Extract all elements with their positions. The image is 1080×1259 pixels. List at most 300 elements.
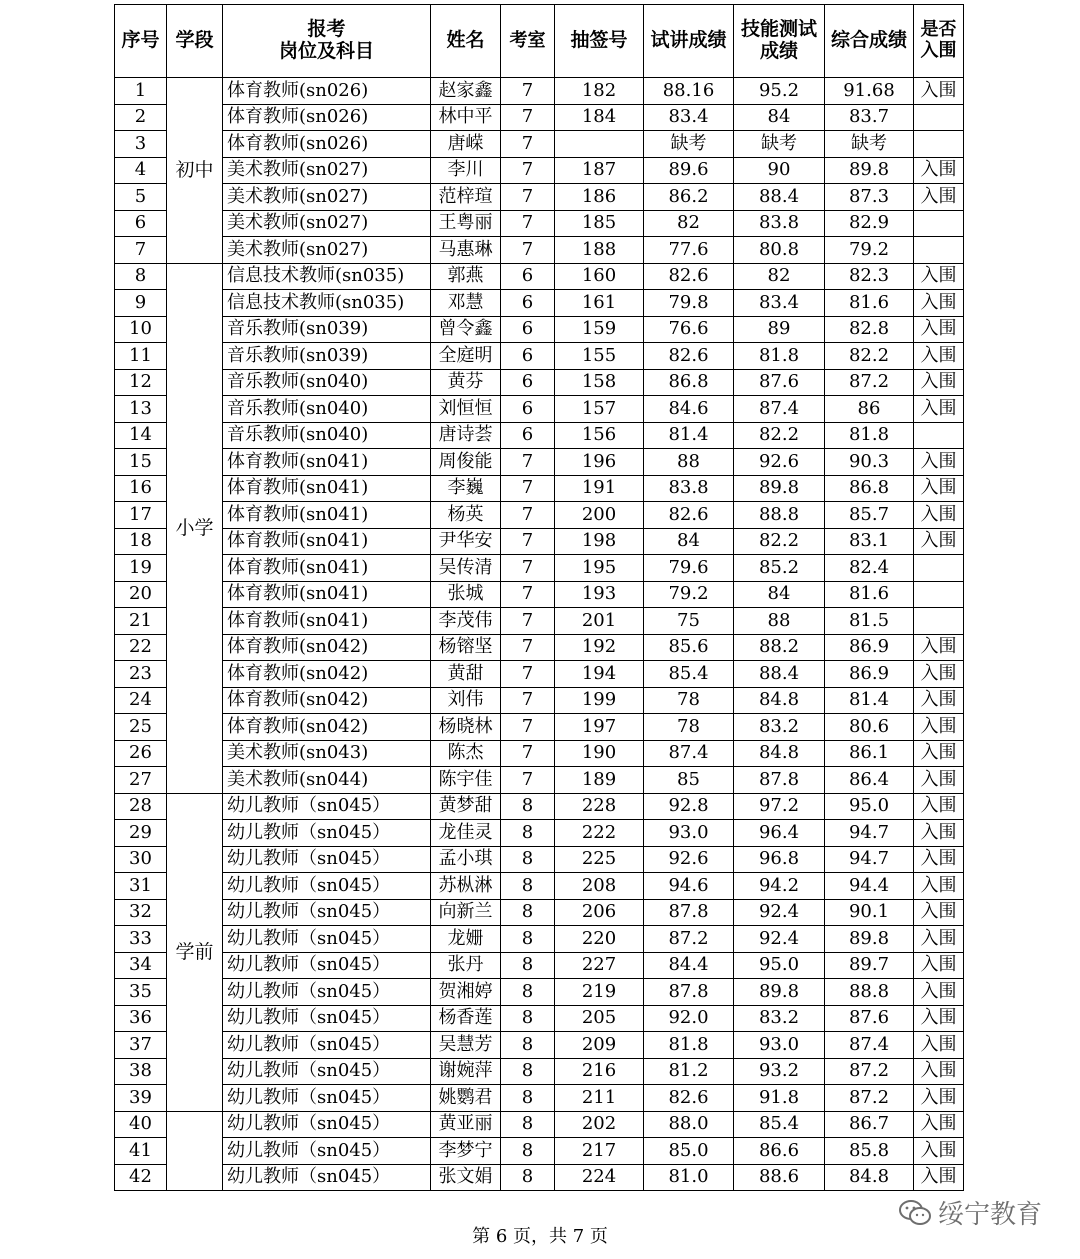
total-score-cell: 81.6 [825,290,914,317]
skill-score-cell: 96.8 [734,846,825,873]
position-cell: 体育教师(sn026) [223,104,431,131]
room-cell: 8 [501,1005,555,1032]
shortlisted-cell: 入围 [914,873,964,900]
shortlisted-cell: 入围 [914,767,964,794]
draw-number-cell: 202 [555,1111,644,1138]
row-number: 41 [115,1138,167,1165]
position-cell: 音乐教师(sn040) [223,422,431,449]
row-number: 10 [115,316,167,343]
draw-number-cell: 155 [555,343,644,370]
table-row [115,820,964,847]
total-score-cell: 84.8 [825,1164,914,1191]
lecture-score-cell: 87.4 [644,740,734,767]
room-cell: 6 [501,369,555,396]
shortlisted-cell: 入围 [914,740,964,767]
shortlisted-cell: 入围 [914,1138,964,1165]
row-number: 9 [115,290,167,317]
total-score-cell: 89.8 [825,157,914,184]
draw-number-cell: 208 [555,873,644,900]
skill-score-cell: 80.8 [734,237,825,264]
skill-score-cell: 93.2 [734,1058,825,1085]
skill-score-cell: 83.8 [734,210,825,237]
shortlisted-cell [914,608,964,635]
skill-score-cell: 83.4 [734,290,825,317]
row-number: 23 [115,661,167,688]
room-cell: 7 [501,131,555,158]
name-cell: 吴传清 [431,555,501,582]
room-cell: 6 [501,290,555,317]
row-number: 1 [115,78,167,105]
row-number: 40 [115,1111,167,1138]
room-cell: 7 [501,502,555,529]
lecture-score-cell: 82.6 [644,263,734,290]
shortlisted-cell: 入围 [914,449,964,476]
draw-number-cell: 228 [555,793,644,820]
table-row [115,343,964,370]
position-cell: 美术教师(sn044) [223,767,431,794]
table-row [115,846,964,873]
position-cell: 美术教师(sn027) [223,210,431,237]
column-header-line: 入围 [920,40,957,61]
room-cell: 7 [501,449,555,476]
table-row [115,131,964,158]
position-cell: 幼儿教师（sn045） [223,1058,431,1085]
position-cell: 音乐教师(sn039) [223,343,431,370]
shortlisted-cell [914,555,964,582]
row-number: 8 [115,263,167,290]
room-cell: 7 [501,157,555,184]
shortlisted-cell: 入围 [914,820,964,847]
draw-number-cell: 216 [555,1058,644,1085]
total-score-cell: 89.8 [825,926,914,953]
row-number: 27 [115,767,167,794]
position-cell: 幼儿教师（sn045） [223,952,431,979]
lecture-score-cell: 84 [644,528,734,555]
shortlisted-cell: 入围 [914,369,964,396]
total-score-cell: 86.9 [825,634,914,661]
column-header-line: 岗位及科目 [278,40,374,62]
name-cell: 黄芬 [431,369,501,396]
row-number: 34 [115,952,167,979]
row-number: 14 [115,422,167,449]
name-cell: 唐嵘 [431,131,501,158]
total-score-cell: 87.6 [825,1005,914,1032]
lecture-score-cell: 88.0 [644,1111,734,1138]
shortlisted-cell: 入围 [914,661,964,688]
lecture-score-cell: 82 [644,210,734,237]
room-cell: 7 [501,581,555,608]
position-cell: 体育教师(sn041) [223,502,431,529]
room-cell: 8 [501,899,555,926]
skill-score-cell: 87.6 [734,369,825,396]
skill-score-cell: 88.4 [734,661,825,688]
room-cell: 8 [501,873,555,900]
room-cell: 8 [501,793,555,820]
total-score-cell: 85.7 [825,502,914,529]
total-score-cell: 87.2 [825,1058,914,1085]
total-score-cell: 83.1 [825,528,914,555]
lecture-score-cell: 85.0 [644,1138,734,1165]
skill-score-cell: 81.8 [734,343,825,370]
total-score-cell: 95.0 [825,793,914,820]
position-cell: 体育教师(sn041) [223,449,431,476]
draw-number-cell: 195 [555,555,644,582]
name-cell: 周俊能 [431,449,501,476]
row-number: 12 [115,369,167,396]
draw-number-cell: 158 [555,369,644,396]
skill-score-cell: 93.0 [734,1032,825,1059]
column-header-line: 抽签号 [570,29,628,52]
lecture-score-cell: 89.6 [644,157,734,184]
lecture-score-cell: 85.4 [644,661,734,688]
skill-score-cell: 90 [734,157,825,184]
table-row [115,555,964,582]
skill-score-cell: 84 [734,104,825,131]
skill-score-cell: 缺考 [734,131,825,158]
column-header [644,5,734,78]
position-cell: 体育教师(sn026) [223,131,431,158]
table-row [115,581,964,608]
position-cell: 幼儿教师（sn045） [223,1164,431,1191]
lecture-score-cell: 81.4 [644,422,734,449]
table-row [115,237,964,264]
draw-number-cell: 160 [555,263,644,290]
skill-score-cell: 88.2 [734,634,825,661]
column-header-line: 是否 [920,19,957,41]
table-row [115,1164,964,1191]
table-row [115,475,964,502]
position-cell: 体育教师(sn042) [223,714,431,741]
draw-number-cell: 156 [555,422,644,449]
table-row [115,687,964,714]
table-row [115,873,964,900]
draw-number-cell: 188 [555,237,644,264]
skill-score-cell: 92.4 [734,926,825,953]
total-score-cell: 91.68 [825,78,914,105]
shortlisted-cell: 入围 [914,316,964,343]
room-cell: 7 [501,661,555,688]
row-number: 11 [115,343,167,370]
name-cell: 孟小琪 [431,846,501,873]
lecture-score-cell: 92.8 [644,793,734,820]
lecture-score-cell: 85 [644,767,734,794]
total-score-cell: 86.1 [825,740,914,767]
score-table [114,4,964,1191]
name-cell: 郭燕 [431,263,501,290]
draw-number-cell: 193 [555,581,644,608]
column-header-line: 试讲成绩 [650,29,727,52]
name-cell: 黄梦甜 [431,793,501,820]
row-number: 31 [115,873,167,900]
draw-number-cell: 206 [555,899,644,926]
skill-score-cell: 84.8 [734,740,825,767]
skill-score-cell: 94.2 [734,873,825,900]
total-score-cell: 80.6 [825,714,914,741]
position-cell: 幼儿教师（sn045） [223,1032,431,1059]
lecture-score-cell: 82.6 [644,1085,734,1112]
column-header-line: 学段 [175,29,214,52]
row-number: 33 [115,926,167,953]
room-cell: 8 [501,1164,555,1191]
total-score-cell: 81.8 [825,422,914,449]
draw-number-cell: 211 [555,1085,644,1112]
position-cell: 音乐教师(sn040) [223,396,431,423]
position-cell: 体育教师(sn041) [223,608,431,635]
shortlisted-cell: 入围 [914,952,964,979]
position-cell: 体育教师(sn041) [223,475,431,502]
total-score-cell: 90.3 [825,449,914,476]
lecture-score-cell: 86.2 [644,184,734,211]
total-score-cell: 79.2 [825,237,914,264]
name-cell: 陈杰 [431,740,501,767]
table-row [115,184,964,211]
page-footer: 第 6 页，共 7 页 [472,1226,608,1247]
position-cell: 幼儿教师（sn045） [223,1111,431,1138]
lecture-score-cell: 79.6 [644,555,734,582]
position-cell: 信息技术教师(sn035) [223,263,431,290]
row-number: 26 [115,740,167,767]
total-score-cell: 88.8 [825,979,914,1006]
draw-number-cell: 161 [555,290,644,317]
lecture-score-cell: 81.8 [644,1032,734,1059]
total-score-cell: 81.5 [825,608,914,635]
column-header [115,5,167,78]
shortlisted-cell: 入围 [914,184,964,211]
column-header [734,5,825,78]
name-cell: 张丹 [431,952,501,979]
shortlisted-cell [914,422,964,449]
position-cell: 体育教师(sn041) [223,555,431,582]
name-cell: 尹华安 [431,528,501,555]
total-score-cell: 85.8 [825,1138,914,1165]
stage-cell: 小学 [167,263,223,793]
total-score-cell: 缺考 [825,131,914,158]
draw-number-cell: 186 [555,184,644,211]
column-header-line: 成绩 [759,40,798,62]
name-cell: 谢婉萍 [431,1058,501,1085]
table-row [115,1085,964,1112]
skill-score-cell: 87.4 [734,396,825,423]
lecture-score-cell: 78 [644,714,734,741]
name-cell: 黄亚丽 [431,1111,501,1138]
lecture-score-cell: 87.8 [644,899,734,926]
row-number: 3 [115,131,167,158]
row-number: 28 [115,793,167,820]
shortlisted-cell: 入围 [914,899,964,926]
lecture-score-cell: 84.4 [644,952,734,979]
row-number: 39 [115,1085,167,1112]
lecture-score-cell: 87.8 [644,979,734,1006]
position-cell: 音乐教师(sn040) [223,369,431,396]
skill-score-cell: 86.6 [734,1138,825,1165]
row-number: 6 [115,210,167,237]
table-row [115,1111,964,1138]
row-number: 29 [115,820,167,847]
stage-cell: 学前 [167,793,223,1111]
position-cell: 美术教师(sn027) [223,157,431,184]
name-cell: 林中平 [431,104,501,131]
shortlisted-cell: 入围 [914,157,964,184]
position-cell: 幼儿教师（sn045） [223,926,431,953]
room-cell: 7 [501,237,555,264]
name-cell: 李梦宁 [431,1138,501,1165]
total-score-cell: 86.4 [825,767,914,794]
room-cell: 7 [501,528,555,555]
shortlisted-cell: 入围 [914,1085,964,1112]
skill-score-cell: 84 [734,581,825,608]
row-number: 2 [115,104,167,131]
column-header [223,5,431,78]
row-number: 37 [115,1032,167,1059]
row-number: 19 [115,555,167,582]
room-cell: 7 [501,555,555,582]
room-cell: 7 [501,210,555,237]
position-cell: 美术教师(sn043) [223,740,431,767]
draw-number-cell: 219 [555,979,644,1006]
name-cell: 杨香莲 [431,1005,501,1032]
column-header-line: 姓名 [446,29,485,52]
shortlisted-cell: 入围 [914,290,964,317]
lecture-score-cell: 83.4 [644,104,734,131]
room-cell: 7 [501,78,555,105]
total-score-cell: 90.1 [825,899,914,926]
room-cell: 8 [501,952,555,979]
position-cell: 音乐教师(sn039) [223,316,431,343]
shortlisted-cell: 入围 [914,634,964,661]
row-number: 22 [115,634,167,661]
skill-score-cell: 84.8 [734,687,825,714]
draw-number-cell: 192 [555,634,644,661]
position-cell: 幼儿教师（sn045） [223,873,431,900]
column-header [914,5,964,78]
room-cell: 7 [501,184,555,211]
draw-number-cell: 189 [555,767,644,794]
row-number: 16 [115,475,167,502]
draw-number-cell: 157 [555,396,644,423]
shortlisted-cell: 入围 [914,846,964,873]
table-row [115,369,964,396]
skill-score-cell: 88.6 [734,1164,825,1191]
row-number: 4 [115,157,167,184]
lecture-score-cell: 83.8 [644,475,734,502]
table-row [115,1138,964,1165]
shortlisted-cell: 入围 [914,926,964,953]
position-cell: 美术教师(sn027) [223,237,431,264]
skill-score-cell: 89.8 [734,979,825,1006]
table-row [115,714,964,741]
row-number: 32 [115,899,167,926]
name-cell: 马惠琳 [431,237,501,264]
draw-number-cell: 209 [555,1032,644,1059]
name-cell: 赵家鑫 [431,78,501,105]
total-score-cell: 86 [825,396,914,423]
draw-number-cell: 220 [555,926,644,953]
room-cell: 8 [501,1138,555,1165]
shortlisted-cell: 入围 [914,793,964,820]
total-score-cell: 81.4 [825,687,914,714]
shortlisted-cell: 入围 [914,1005,964,1032]
name-cell: 杨英 [431,502,501,529]
name-cell: 贺湘婷 [431,979,501,1006]
room-cell: 8 [501,1032,555,1059]
draw-number-cell: 222 [555,820,644,847]
draw-number-cell [555,131,644,158]
column-header-line: 技能测试 [740,18,817,41]
total-score-cell: 82.2 [825,343,914,370]
name-cell: 张文娟 [431,1164,501,1191]
column-header [825,5,914,78]
name-cell: 龙姗 [431,926,501,953]
room-cell: 7 [501,634,555,661]
stage-cell: 初中 [167,78,223,264]
room-cell: 6 [501,316,555,343]
lecture-score-cell: 75 [644,608,734,635]
column-header-line: 序号 [121,29,160,52]
shortlisted-cell [914,210,964,237]
position-cell: 幼儿教师（sn045） [223,846,431,873]
skill-score-cell: 88 [734,608,825,635]
lecture-score-cell: 79.2 [644,581,734,608]
shortlisted-cell [914,237,964,264]
column-header-line: 综合成绩 [830,29,907,52]
skill-score-cell: 85.2 [734,555,825,582]
name-cell: 张城 [431,581,501,608]
room-cell: 8 [501,1085,555,1112]
shortlisted-cell: 入围 [914,979,964,1006]
draw-number-cell: 197 [555,714,644,741]
skill-score-cell: 87.8 [734,767,825,794]
position-cell: 幼儿教师（sn045） [223,820,431,847]
table-row [115,422,964,449]
row-number: 13 [115,396,167,423]
position-cell: 体育教师(sn041) [223,528,431,555]
room-cell: 6 [501,263,555,290]
draw-number-cell: 205 [555,1005,644,1032]
position-cell: 幼儿教师（sn045） [223,1085,431,1112]
total-score-cell: 94.7 [825,820,914,847]
total-score-cell: 87.4 [825,1032,914,1059]
room-cell: 6 [501,343,555,370]
row-number: 36 [115,1005,167,1032]
lecture-score-cell: 79.8 [644,290,734,317]
name-cell: 刘伟 [431,687,501,714]
skill-score-cell: 88.8 [734,502,825,529]
name-cell: 陈宇佳 [431,767,501,794]
name-cell: 李茂伟 [431,608,501,635]
draw-number-cell: 191 [555,475,644,502]
name-cell: 杨镕坚 [431,634,501,661]
position-cell: 体育教师(sn042) [223,687,431,714]
shortlisted-cell: 入围 [914,263,964,290]
name-cell: 范梓瑄 [431,184,501,211]
position-cell: 幼儿教师（sn045） [223,899,431,926]
shortlisted-cell: 入围 [914,1058,964,1085]
lecture-score-cell: 81.0 [644,1164,734,1191]
position-cell: 幼儿教师（sn045） [223,979,431,1006]
draw-number-cell: 227 [555,952,644,979]
skill-score-cell: 89 [734,316,825,343]
draw-number-cell: 182 [555,78,644,105]
total-score-cell: 89.7 [825,952,914,979]
draw-number-cell: 225 [555,846,644,873]
draw-number-cell: 187 [555,157,644,184]
position-cell: 体育教师(sn041) [223,581,431,608]
stage-cell [167,1111,223,1191]
column-header [501,5,555,78]
room-cell: 7 [501,767,555,794]
column-header-line: 报考 [307,18,346,41]
shortlisted-cell: 入围 [914,1032,964,1059]
